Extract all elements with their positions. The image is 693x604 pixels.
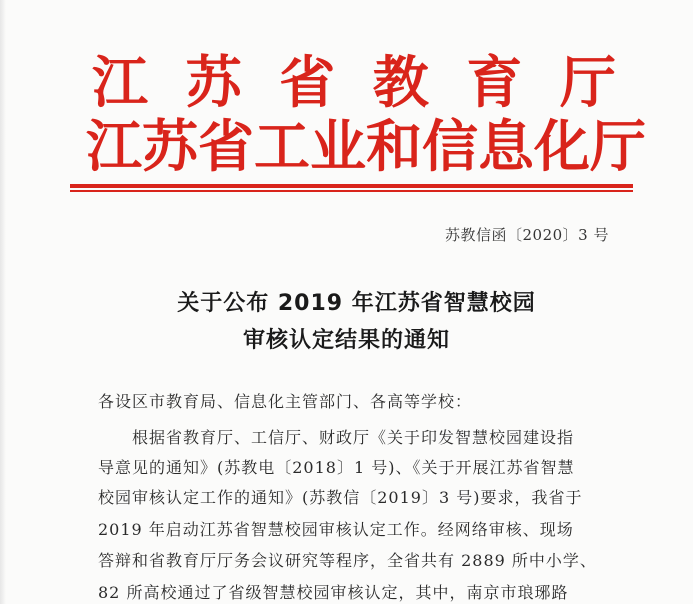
issuer-header-industry-it-dept: 江苏省工业和信息化厅 bbox=[86, 114, 646, 180]
salutation: 各设区市教育局、信息化主管部门、各高等学校： bbox=[98, 392, 473, 411]
red-header-rule-thick bbox=[70, 184, 633, 188]
issuer-header-education-dept: 江 苏 省 教 育 厅 bbox=[92, 50, 616, 116]
notice-title-line-1: 关于公布 2019 年江苏省智慧校园 bbox=[177, 291, 536, 316]
document-number: 苏教信函〔2020〕3 号 bbox=[445, 226, 609, 244]
body-line: 2019 年启动江苏省智慧校园审核认定工作。经网络审核、现场 bbox=[98, 520, 574, 539]
body-line: 82 所高校通过了省级智慧校园审核认定，其中，南京市琅琊路 bbox=[98, 583, 569, 602]
notice-title-line-2: 审核认定结果的通知 bbox=[242, 328, 450, 353]
body-line: 校园审核认定工作的通知》(苏教信〔2019〕3 号)要求，我省于 bbox=[98, 488, 583, 507]
red-header-rule-thin bbox=[70, 190, 633, 192]
body-line: 答辩和省教育厅厅务会议研究等程序，全省共有 2889 所中小学、 bbox=[98, 551, 597, 570]
body-line: 导意见的通知》(苏教电〔2018〕1 号)、《关于开展江苏省智慧 bbox=[98, 458, 575, 477]
body-line: 根据省教育厅、工信厅、财政厅《关于印发智慧校园建设指 bbox=[98, 428, 575, 447]
